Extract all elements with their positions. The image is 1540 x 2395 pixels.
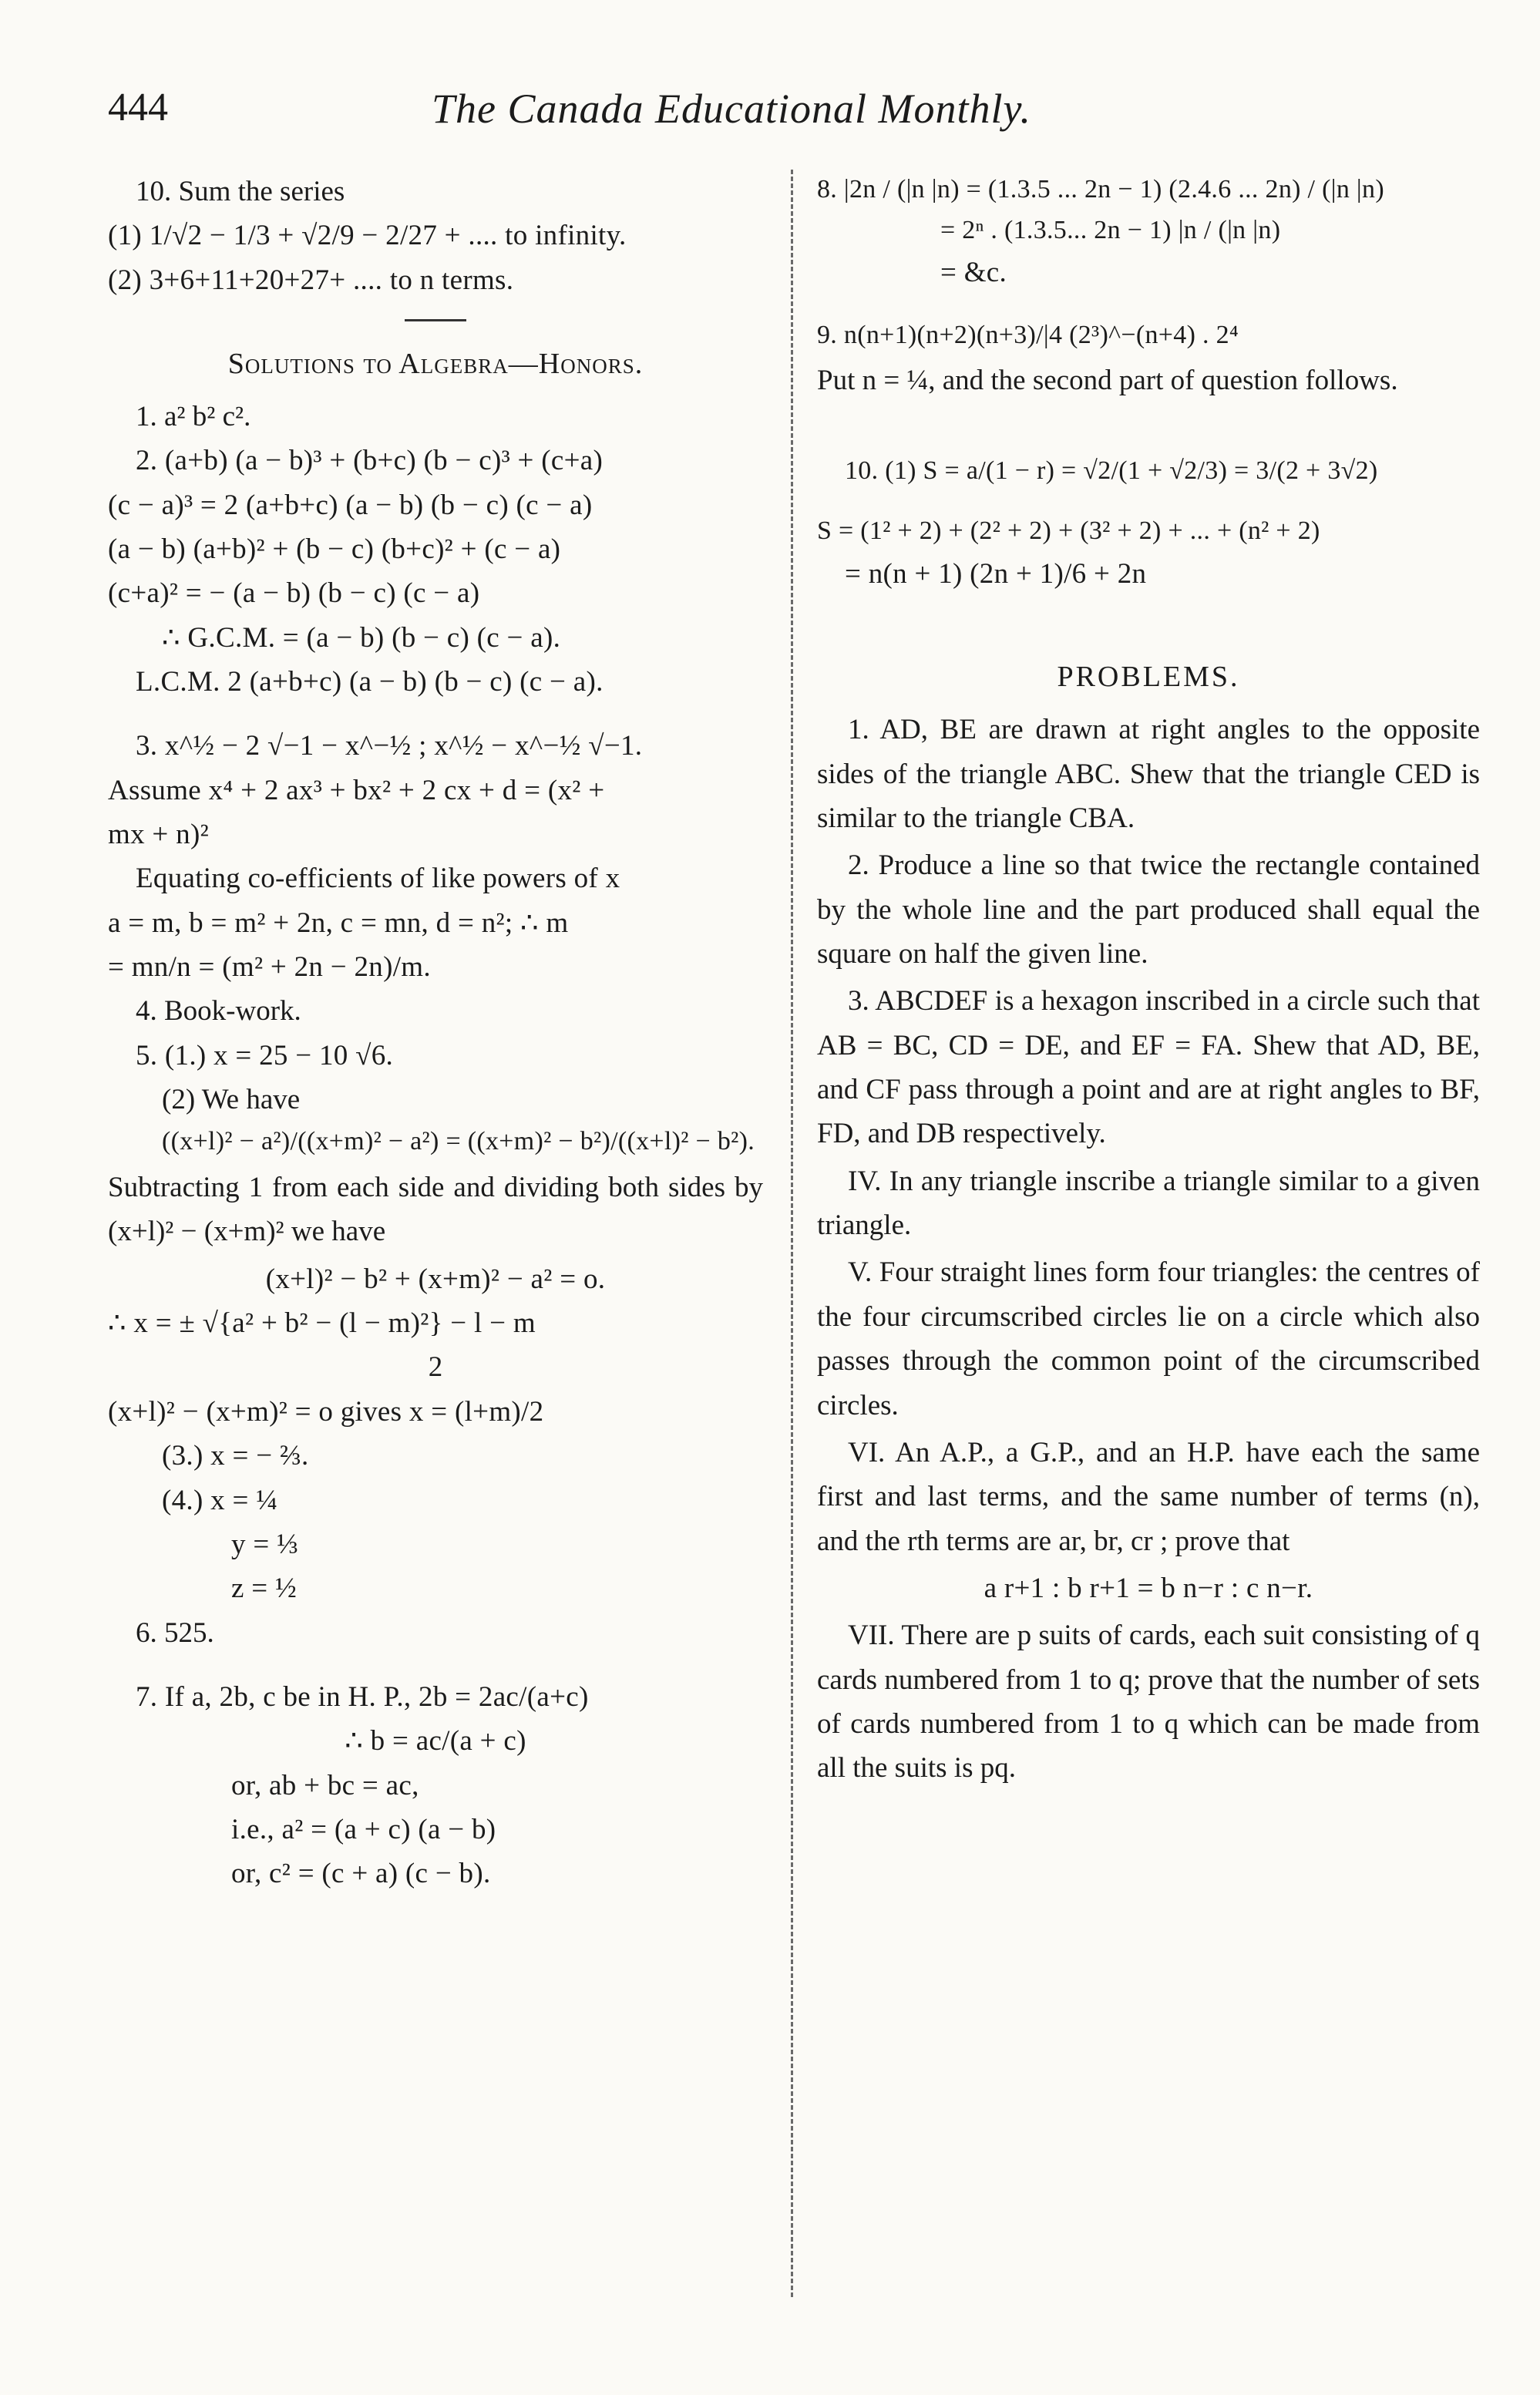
solution-4: 4. Book-work. — [136, 995, 301, 1028]
problem-7: VII. There are p suits of cards, each suit consisting of q cards numbered from 1 to q; prove that the number of sets of cards numbered from 1 to q which can be made from all the suits is pq. — [817, 1620, 1481, 1784]
q10-title: 10. Sum the series — [136, 176, 345, 207]
problem-6-equation: a r+1 : b r+1 = b n−r : c n−r. — [984, 1572, 1313, 1604]
solution-9-line-1: 9. n(n+1)(n+2)(n+3)/|4 (2³)^−(n+4) . 2⁴ — [817, 320, 1239, 349]
solution-5-part-3: (3.) x = − ⅔. — [162, 1440, 309, 1472]
problem-3: 3. ABCDEF is a hexagon inscribed in a circle such that AB = BC, CD = DE, and EF = FA. Shew that AD, BE, and CF pass through a point and are at right angles to BF, FD, and DB respectively. — [817, 985, 1480, 1150]
solutions-heading: Solutions to Algebra—Honors. — [227, 348, 644, 381]
solution-3-line-4: Equating co-efficients of like powers of x — [136, 863, 620, 895]
solution-3-line-6: = mn/n = (m² + 2n − 2n)/m. — [108, 951, 431, 984]
solution-5-equation-3-denominator: 2 — [428, 1351, 443, 1384]
solution-3-line-3: mx + n)² — [108, 819, 209, 851]
solution-2-line-3: (a − b) (a+b)² + (b − c) (b+c)² + (c − a) — [108, 533, 561, 565]
section-rule — [405, 319, 466, 321]
solution-2-line-5: ∴ G.C.M. = (a − b) (b − c) (c − a). — [162, 621, 561, 654]
solution-1: 1. a² b² c². — [136, 400, 251, 432]
problem-1: 1. AD, BE are drawn at right angles to the opposite sides of the triangle ABC. Shew that the triangle CED is similar to the triangle CBA. — [817, 714, 1480, 835]
solution-10-line-3: = n(n + 1) (2n + 1)/6 + 2n — [845, 558, 1147, 590]
solution-5-equation-1: ((x+l)² − a²)/((x+m)² − a²) = ((x+m)² − b²)/((x+l)² − b²). — [162, 1127, 755, 1156]
solution-5-part-4-z: z = ½ — [231, 1573, 298, 1605]
solution-7-line-3: or, ab + bc = ac, — [231, 1769, 419, 1801]
problem-6: VI. An A.P., a G.P., and an H.P. have each the same first and last terms, and the same number of terms (n), and the rth terms are ar, br, cr ; prove that — [817, 1436, 1480, 1557]
problems-heading: PROBLEMS. — [1057, 661, 1240, 694]
solution-9-text: Put n = ¼, and the second part of question follows. — [817, 365, 1398, 397]
solution-3-line-5: a = m, b = m² + 2n, c = mn, d = n²; ∴ m — [108, 907, 569, 939]
running-title: The Canada Educational Monthly. — [432, 86, 1031, 132]
solution-8-line-3: = &c. — [940, 257, 1007, 289]
solution-5-part-4-y: y = ⅓ — [231, 1528, 299, 1560]
problem-2: 2. Produce a line so that twice the rectangle contained by the whole line and the part produced shall equal the square on half the given line. — [817, 849, 1480, 970]
solution-5-text: Subtracting 1 from each side and dividing both sides by (x+l)² − (x+m)² we have — [108, 1172, 763, 1248]
solution-10-line-1: 10. (1) S = a/(1 − r) = √2/(1 + √2/3) = 3/(2 + 3√2) — [845, 456, 1378, 485]
page-header — [108, 85, 1434, 146]
problem-5: V. Four straight lines form four triangles: the centres of the four circumscribed circles lie on a circle which also passes through the common point of the circumscribed circles. — [817, 1256, 1480, 1421]
solution-7-line-5: or, c² = (c + a) (c − b). — [231, 1858, 491, 1890]
solution-8-line-2: = 2ⁿ . (1.3.5... 2n − 1) |n / (|n |n) — [940, 215, 1281, 244]
solution-5-part-4-x: (4.) x = ¼ — [162, 1484, 278, 1516]
left-column — [108, 170, 763, 1896]
solution-3-line-1: 3. x^½ − 2 √−1 − x^−½ ; x^½ − x^−½ √−1. — [136, 730, 643, 762]
q10-part-1: (1) 1/√2 − 1/3 + √2/9 − 2/27 + .... to infinity. — [108, 220, 627, 252]
solution-5-part-1: 5. (1.) x = 25 − 10 √6. — [136, 1039, 394, 1071]
solution-7-line-1: 7. If a, 2b, c be in H. P., 2b = 2ac/(a+c) — [136, 1680, 589, 1713]
solution-2-line-4: (c+a)² = − (a − b) (b − c) (c − a) — [108, 577, 480, 610]
solution-2-line-1: 2. (a+b) (a − b)³ + (b+c) (b − c)³ + (c+a) — [136, 445, 604, 477]
solution-8-line-1: 8. |2n / (|n |n) = (1.3.5 ... 2n − 1) (2.4.6 ... 2n) / (|n |n) — [817, 175, 1384, 204]
page-number: 444 — [108, 86, 168, 130]
solution-6: 6. 525. — [136, 1616, 214, 1649]
column-divider — [791, 170, 793, 2297]
right-column — [817, 170, 1480, 1794]
problem-4: IV. In any triangle inscribe a triangle similar to a given triangle. — [817, 1165, 1480, 1242]
solution-7-line-2: ∴ b = ac/(a + c) — [345, 1725, 526, 1758]
solution-5-equation-2: (x+l)² − b² + (x+m)² − a² = o. — [265, 1263, 606, 1295]
solution-2-line-2: (c − a)³ = 2 (a+b+c) (a − b) (b − c) (c − a) — [108, 489, 593, 521]
solution-7-line-4: i.e., a² = (a + c) (a − b) — [231, 1813, 496, 1845]
solution-10-line-2: S = (1² + 2) + (2² + 2) + (3² + 2) + ... + (n² + 2) — [817, 516, 1320, 546]
solution-5-part-2: (2) We have — [162, 1084, 301, 1116]
solution-2-line-6: L.C.M. 2 (a+b+c) (a − b) (b − c) (c − a). — [136, 665, 604, 698]
solution-5-equation-4: (x+l)² − (x+m)² = o gives x = (l+m)/2 — [108, 1395, 544, 1428]
q10-part-2: (2) 3+6+11+20+27+ .... to n terms. — [108, 264, 514, 296]
solution-5-equation-3: ∴ x = ± √{a² + b² − (l − m)²} − l − m — [108, 1307, 536, 1340]
solution-3-line-2: Assume x⁴ + 2 ax³ + bx² + 2 cx + d = (x² + — [108, 774, 605, 806]
